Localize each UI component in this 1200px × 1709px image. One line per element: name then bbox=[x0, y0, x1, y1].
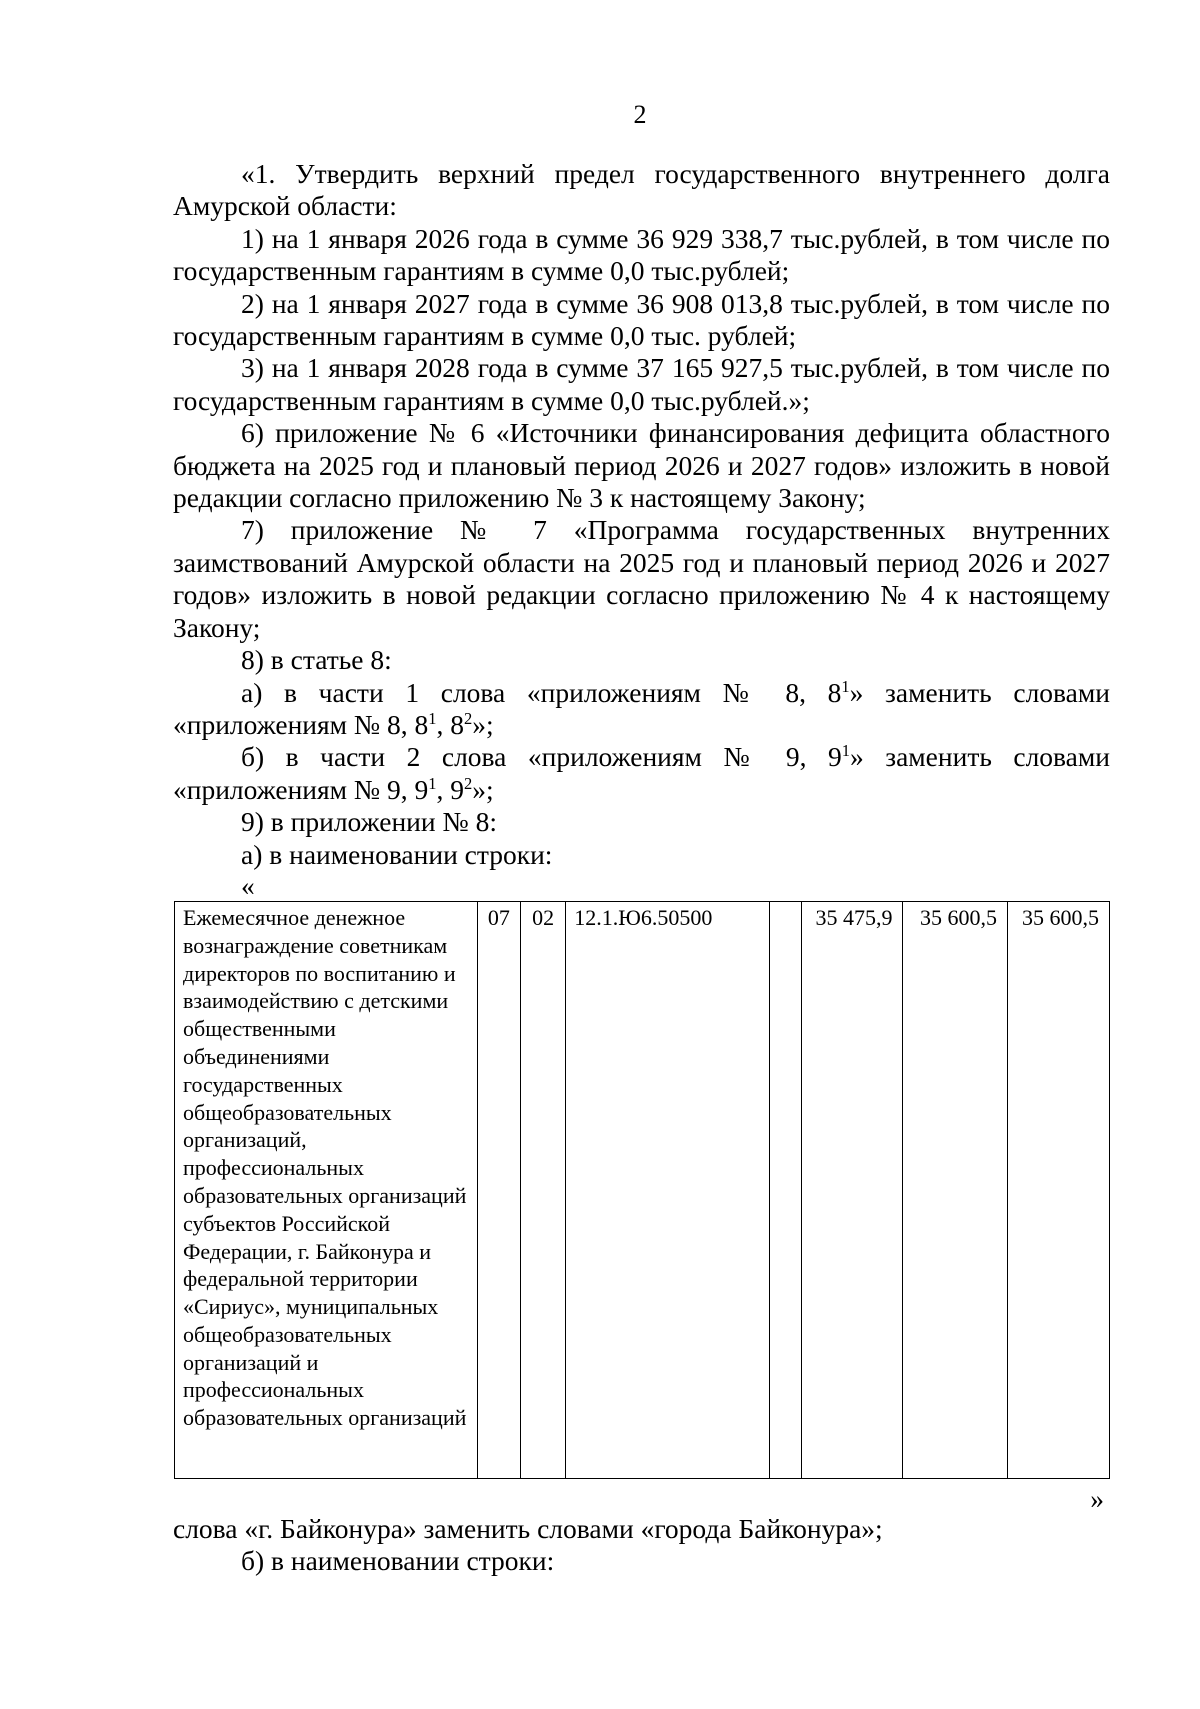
subsection-cell: 02 bbox=[521, 901, 566, 1478]
item-8b-mid: » заменить словами «приложениям № 9, 9 bbox=[173, 741, 1111, 805]
replace-words-paragraph: слова «г. Байконура» заменить словами «города Байконура»; bbox=[173, 1512, 883, 1544]
debt-limit-intro: «1. Утвердить верхний предел государственного внутреннего долга Амурской области: bbox=[173, 158, 1110, 222]
section-cell: 07 bbox=[477, 901, 520, 1478]
item-7-paragraph: 7) приложение № 7 «Программа государственных внутренних заимствований Амурской области на 2025 год и плановый период 2026 и 2027 годов» изложить в новой редакции согласно приложению № 4 к настоящему Закону; bbox=[173, 514, 1110, 643]
item-8a-sup2: 1 bbox=[428, 708, 437, 728]
item-8-heading: 8) в статье 8: bbox=[241, 644, 392, 676]
item-9a-heading: а) в наименовании строки: bbox=[241, 838, 553, 870]
closing-quote: » bbox=[1090, 1482, 1104, 1514]
item-8a-pre: а) в части 1 слова «приложениям № 8, 8 bbox=[241, 676, 842, 708]
target-article-cell: 12.1.Ю6.50500 bbox=[566, 901, 770, 1478]
item-8b-post: »; bbox=[472, 773, 494, 805]
item-8a-mid: » заменить словами «приложениям № 8, 8 bbox=[173, 676, 1111, 740]
amount-2026-cell: 35 600,5 bbox=[903, 901, 1008, 1478]
expense-type-cell bbox=[770, 901, 801, 1478]
debt-item-2027: 2) на 1 января 2027 года в сумме 36 908 013,8 тыс.рублей, в том числе по государственным гарантиям в сумме 0,0 тыс. рублей; bbox=[173, 287, 1110, 352]
item-8b-paragraph bbox=[173, 741, 1110, 806]
amount-2025-cell: 35 475,9 bbox=[801, 901, 903, 1478]
item-8a-paragraph bbox=[173, 677, 1110, 742]
item-8b-sup2: 1 bbox=[428, 773, 437, 793]
opening-quote: « bbox=[241, 869, 255, 901]
amendment-table bbox=[174, 901, 1110, 1479]
item-8a-sup3: 2 bbox=[464, 708, 473, 728]
item-8b-sup1: 1 bbox=[841, 741, 850, 761]
page-number: 2 bbox=[633, 100, 647, 129]
item-9b-heading: б) в наименовании строки: bbox=[241, 1545, 555, 1577]
item-6-paragraph: 6) приложение № 6 «Источники финансирования дефицита областного бюджета на 2025 год и плановый период 2026 и 2027 годов» изложить в новой редакции согласно приложению № 3 к настоящему Закону; bbox=[173, 417, 1110, 514]
item-8a-mid2: , 8 bbox=[436, 708, 465, 740]
item-8b-mid2: , 9 bbox=[436, 773, 465, 805]
row-name-cell: Ежемесячное денежное вознаграждение советникам директоров по воспитанию и взаимодействию с детскими общественными объединениями государственных общеобразовательных организаций, профессиональных образовательных организаций субъектов Российской Федерации, г. Байконура и федеральной территории «Сириус», муниципальных общеобразовательных организаций и профессиональных образовательных организаций bbox=[175, 901, 478, 1478]
debt-item-2026: 1) на 1 января 2026 года в сумме 36 929 338,7 тыс.рублей, в том числе по государственным гарантиям в сумме 0,0 тыс.рублей; bbox=[173, 222, 1110, 287]
debt-item-2028: 3) на 1 января 2028 года в сумме 37 165 927,5 тыс.рублей, в том числе по государственным гарантиям в сумме 0,0 тыс.рублей.»; bbox=[173, 352, 1110, 416]
item-8a-post: »; bbox=[472, 708, 494, 740]
item-8a-sup1: 1 bbox=[841, 676, 850, 696]
document-body bbox=[173, 158, 1110, 1578]
table-row bbox=[175, 901, 1110, 1478]
item-8b-pre: б) в части 2 слова «приложениям № 9, 9 bbox=[241, 741, 842, 773]
amount-2027-cell: 35 600,5 bbox=[1008, 901, 1110, 1478]
item-8b-sup3: 2 bbox=[464, 773, 473, 793]
item-9-heading: 9) в приложении № 8: bbox=[241, 806, 497, 838]
